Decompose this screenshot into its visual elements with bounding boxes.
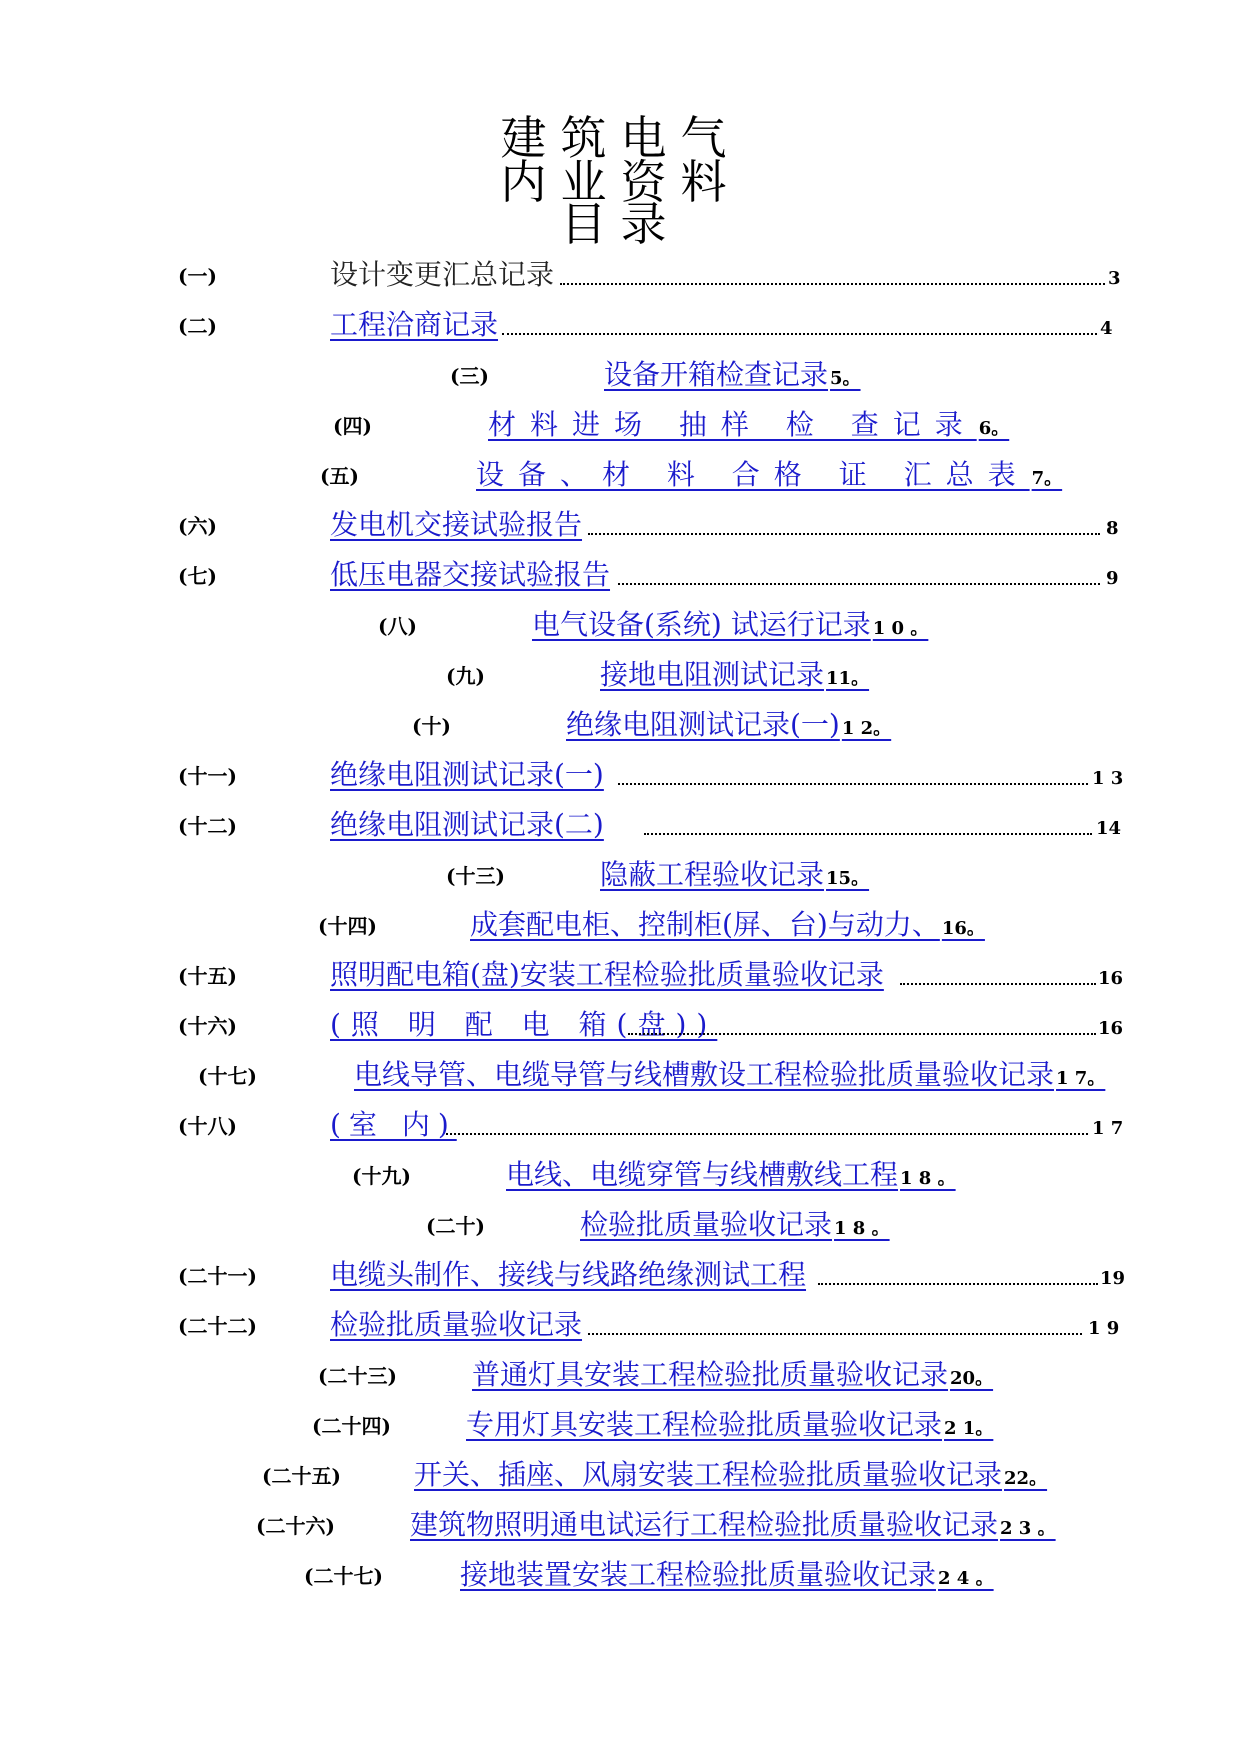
toc-page: 1 9: [1088, 1318, 1120, 1339]
toc-number: (十一): [178, 764, 237, 788]
toc-entry[interactable]: [0, 355, 1241, 395]
toc-number: (六): [178, 514, 217, 538]
toc-link[interactable]: 设备、材 料 合格 证 汇总表 7。: [476, 458, 1063, 491]
toc-entry[interactable]: [0, 855, 1241, 895]
dot-leader: [560, 283, 1105, 285]
toc-page: 1 7: [1092, 1118, 1124, 1139]
toc-number: (二十四): [312, 1414, 391, 1438]
title-line-3: 目录: [560, 197, 681, 251]
toc-entry[interactable]: [0, 1055, 1241, 1095]
toc-page: 3: [1108, 268, 1121, 289]
toc-page: 19: [1100, 1268, 1126, 1289]
toc-entry[interactable]: [0, 1305, 1241, 1345]
toc-link[interactable]: 设备开箱检查记录 5。: [604, 358, 861, 391]
toc-text[interactable]: 设计变更汇总记录: [330, 258, 555, 291]
toc-number: (十五): [178, 964, 237, 988]
toc-entry[interactable]: [0, 455, 1241, 495]
toc-link[interactable]: 建筑物照明通电试运行工程检验批质量验收记录 2 3 。: [410, 1508, 1056, 1541]
toc-page: 1 8 。: [834, 1218, 890, 1239]
toc-page: 1 8 。: [900, 1168, 956, 1189]
toc-page: 1 3: [1092, 768, 1124, 789]
toc-number: (二十): [426, 1214, 485, 1238]
toc-page: 8: [1106, 518, 1119, 539]
toc-entry[interactable]: [0, 605, 1241, 645]
toc-page: 2 4 。: [938, 1568, 994, 1589]
toc-entry[interactable]: [0, 505, 1241, 545]
toc-page: 1 0 。: [872, 618, 929, 639]
toc-entry[interactable]: [0, 1505, 1241, 1545]
dot-leader: [588, 1333, 1082, 1335]
dot-leader: [644, 833, 1092, 835]
toc-link[interactable]: 工程洽商记录: [330, 308, 499, 341]
dot-leader: [588, 533, 1100, 535]
toc-entry[interactable]: [0, 1255, 1241, 1295]
toc-page: 2 3 。: [1000, 1518, 1056, 1539]
toc-number: (二十二): [178, 1314, 257, 1338]
toc-number: (一): [178, 264, 217, 288]
title-line-1: 建筑电气: [500, 111, 741, 165]
toc-entry[interactable]: [0, 905, 1241, 945]
toc-page: 16。: [941, 918, 985, 939]
toc-page: 5。: [830, 368, 861, 389]
toc-link[interactable]: 电气设备(系统) 试运行记录 1 0 。: [532, 608, 929, 641]
toc-link[interactable]: 普通灯具安装工程检验批质量验收记录 20。: [472, 1358, 994, 1391]
toc-entry[interactable]: [0, 955, 1241, 995]
toc-link[interactable]: 检验批质量验收记录: [330, 1308, 583, 1341]
toc-page: 15。: [826, 868, 870, 889]
dot-leader: [900, 983, 1096, 985]
toc-page: 1 7。: [1056, 1068, 1106, 1089]
dot-leader: [618, 583, 1100, 585]
toc-number: (八): [378, 614, 417, 638]
toc-number: (十三): [446, 864, 505, 888]
toc-link[interactable]: 材料进场 抽样 检 查记录 6。: [488, 408, 1010, 441]
toc-entry[interactable]: [0, 255, 1241, 295]
toc-link[interactable]: (照 明 配 电 箱(盘)): [330, 1008, 718, 1041]
dot-leader: [628, 1033, 1096, 1035]
toc-entry[interactable]: [0, 1205, 1241, 1245]
toc-entry[interactable]: [0, 655, 1241, 695]
toc-number: (五): [320, 464, 359, 488]
toc-number: (九): [446, 664, 485, 688]
toc-entry[interactable]: [0, 1405, 1241, 1445]
toc-link[interactable]: 专用灯具安装工程检验批质量验收记录 2 1。: [466, 1408, 994, 1441]
dot-leader: [818, 1283, 1098, 1285]
toc-number: (十二): [178, 814, 237, 838]
toc-page: 2 1。: [944, 1418, 994, 1439]
toc-link[interactable]: 成套配电柜、控制柜(屏、台)与动力、 16。: [470, 908, 985, 941]
toc-link[interactable]: 电缆头制作、接线与线路绝缘测试工程: [330, 1258, 807, 1291]
toc-number: (十九): [352, 1164, 411, 1188]
toc-link[interactable]: 绝缘电阻测试记录(一) 1 2。: [566, 708, 892, 741]
toc-link[interactable]: 绝缘电阻测试记录(一): [330, 758, 604, 791]
toc-page: 4: [1100, 318, 1113, 339]
toc-link[interactable]: 接地装置安装工程检验批质量验收记录 2 4 。: [460, 1558, 994, 1591]
toc-number: (十): [412, 714, 451, 738]
toc-entry[interactable]: [0, 1355, 1241, 1395]
dot-leader: [502, 333, 1097, 335]
toc-page: 14: [1096, 818, 1122, 839]
toc-page: 9: [1106, 568, 1119, 589]
toc-number: (十八): [178, 1114, 237, 1138]
toc-link[interactable]: 接地电阻测试记录 11。: [600, 658, 870, 691]
toc-page: 20。: [950, 1368, 994, 1389]
toc-number: (二十六): [256, 1514, 335, 1538]
dot-leader: [618, 783, 1088, 785]
toc-entry[interactable]: [0, 705, 1241, 745]
toc-number: (二十三): [318, 1364, 397, 1388]
toc-page: 6。: [978, 418, 1010, 439]
toc-number: (二十一): [178, 1264, 257, 1288]
toc-link[interactable]: 隐蔽工程验收记录 15。: [600, 858, 870, 891]
toc-entry[interactable]: [0, 805, 1241, 845]
toc-number: (三): [450, 364, 489, 388]
toc-link[interactable]: 低压电器交接试验报告: [330, 558, 611, 591]
toc-link[interactable]: 开关、插座、风扇安装工程检验批质量验收记录 22。: [414, 1458, 1048, 1491]
toc-entry[interactable]: [0, 1105, 1241, 1145]
toc-page: 7。: [1031, 468, 1063, 489]
toc-number: (十六): [178, 1014, 237, 1038]
toc-entry[interactable]: [0, 1455, 1241, 1495]
toc-entry[interactable]: [0, 755, 1241, 795]
toc-page: 1 2。: [841, 718, 892, 739]
toc-page: 11。: [826, 668, 870, 689]
title-line-2: 内业资料: [500, 155, 741, 209]
toc-entry[interactable]: [0, 1005, 1241, 1045]
dot-leader: [446, 1133, 1088, 1135]
toc-link[interactable]: 电线导管、电缆导管与线槽敷设工程检验批质量验收记录 1 7。: [354, 1058, 1106, 1091]
toc-link[interactable]: 绝缘电阻测试记录(二): [330, 808, 604, 841]
toc-number: (十七): [198, 1064, 257, 1088]
toc-page: 16: [1098, 1018, 1124, 1039]
toc-link[interactable]: 照明配电箱(盘)安装工程检验批质量验收记录: [330, 958, 884, 991]
toc-entry[interactable]: [0, 1555, 1241, 1595]
toc-page: 22。: [1004, 1468, 1048, 1489]
toc-link[interactable]: 发电机交接试验报告: [330, 508, 583, 541]
toc-entry[interactable]: [0, 405, 1241, 445]
toc-number: (四): [333, 414, 372, 438]
toc-number: (二十五): [262, 1464, 341, 1488]
toc-link[interactable]: 检验批质量验收记录 1 8 。: [580, 1208, 890, 1241]
toc-entry[interactable]: [0, 1155, 1241, 1195]
toc-number: (七): [178, 564, 217, 588]
toc-link[interactable]: 电线、电缆穿管与线槽敷线工程 1 8 。: [506, 1158, 956, 1191]
toc-entry[interactable]: [0, 305, 1241, 345]
toc-page: 16: [1098, 968, 1124, 989]
toc-link[interactable]: (室 内): [330, 1108, 457, 1141]
toc-number: (二十七): [304, 1564, 383, 1588]
toc-number: (二): [178, 314, 217, 338]
toc-entry[interactable]: [0, 555, 1241, 595]
toc-number: (十四): [318, 914, 377, 938]
